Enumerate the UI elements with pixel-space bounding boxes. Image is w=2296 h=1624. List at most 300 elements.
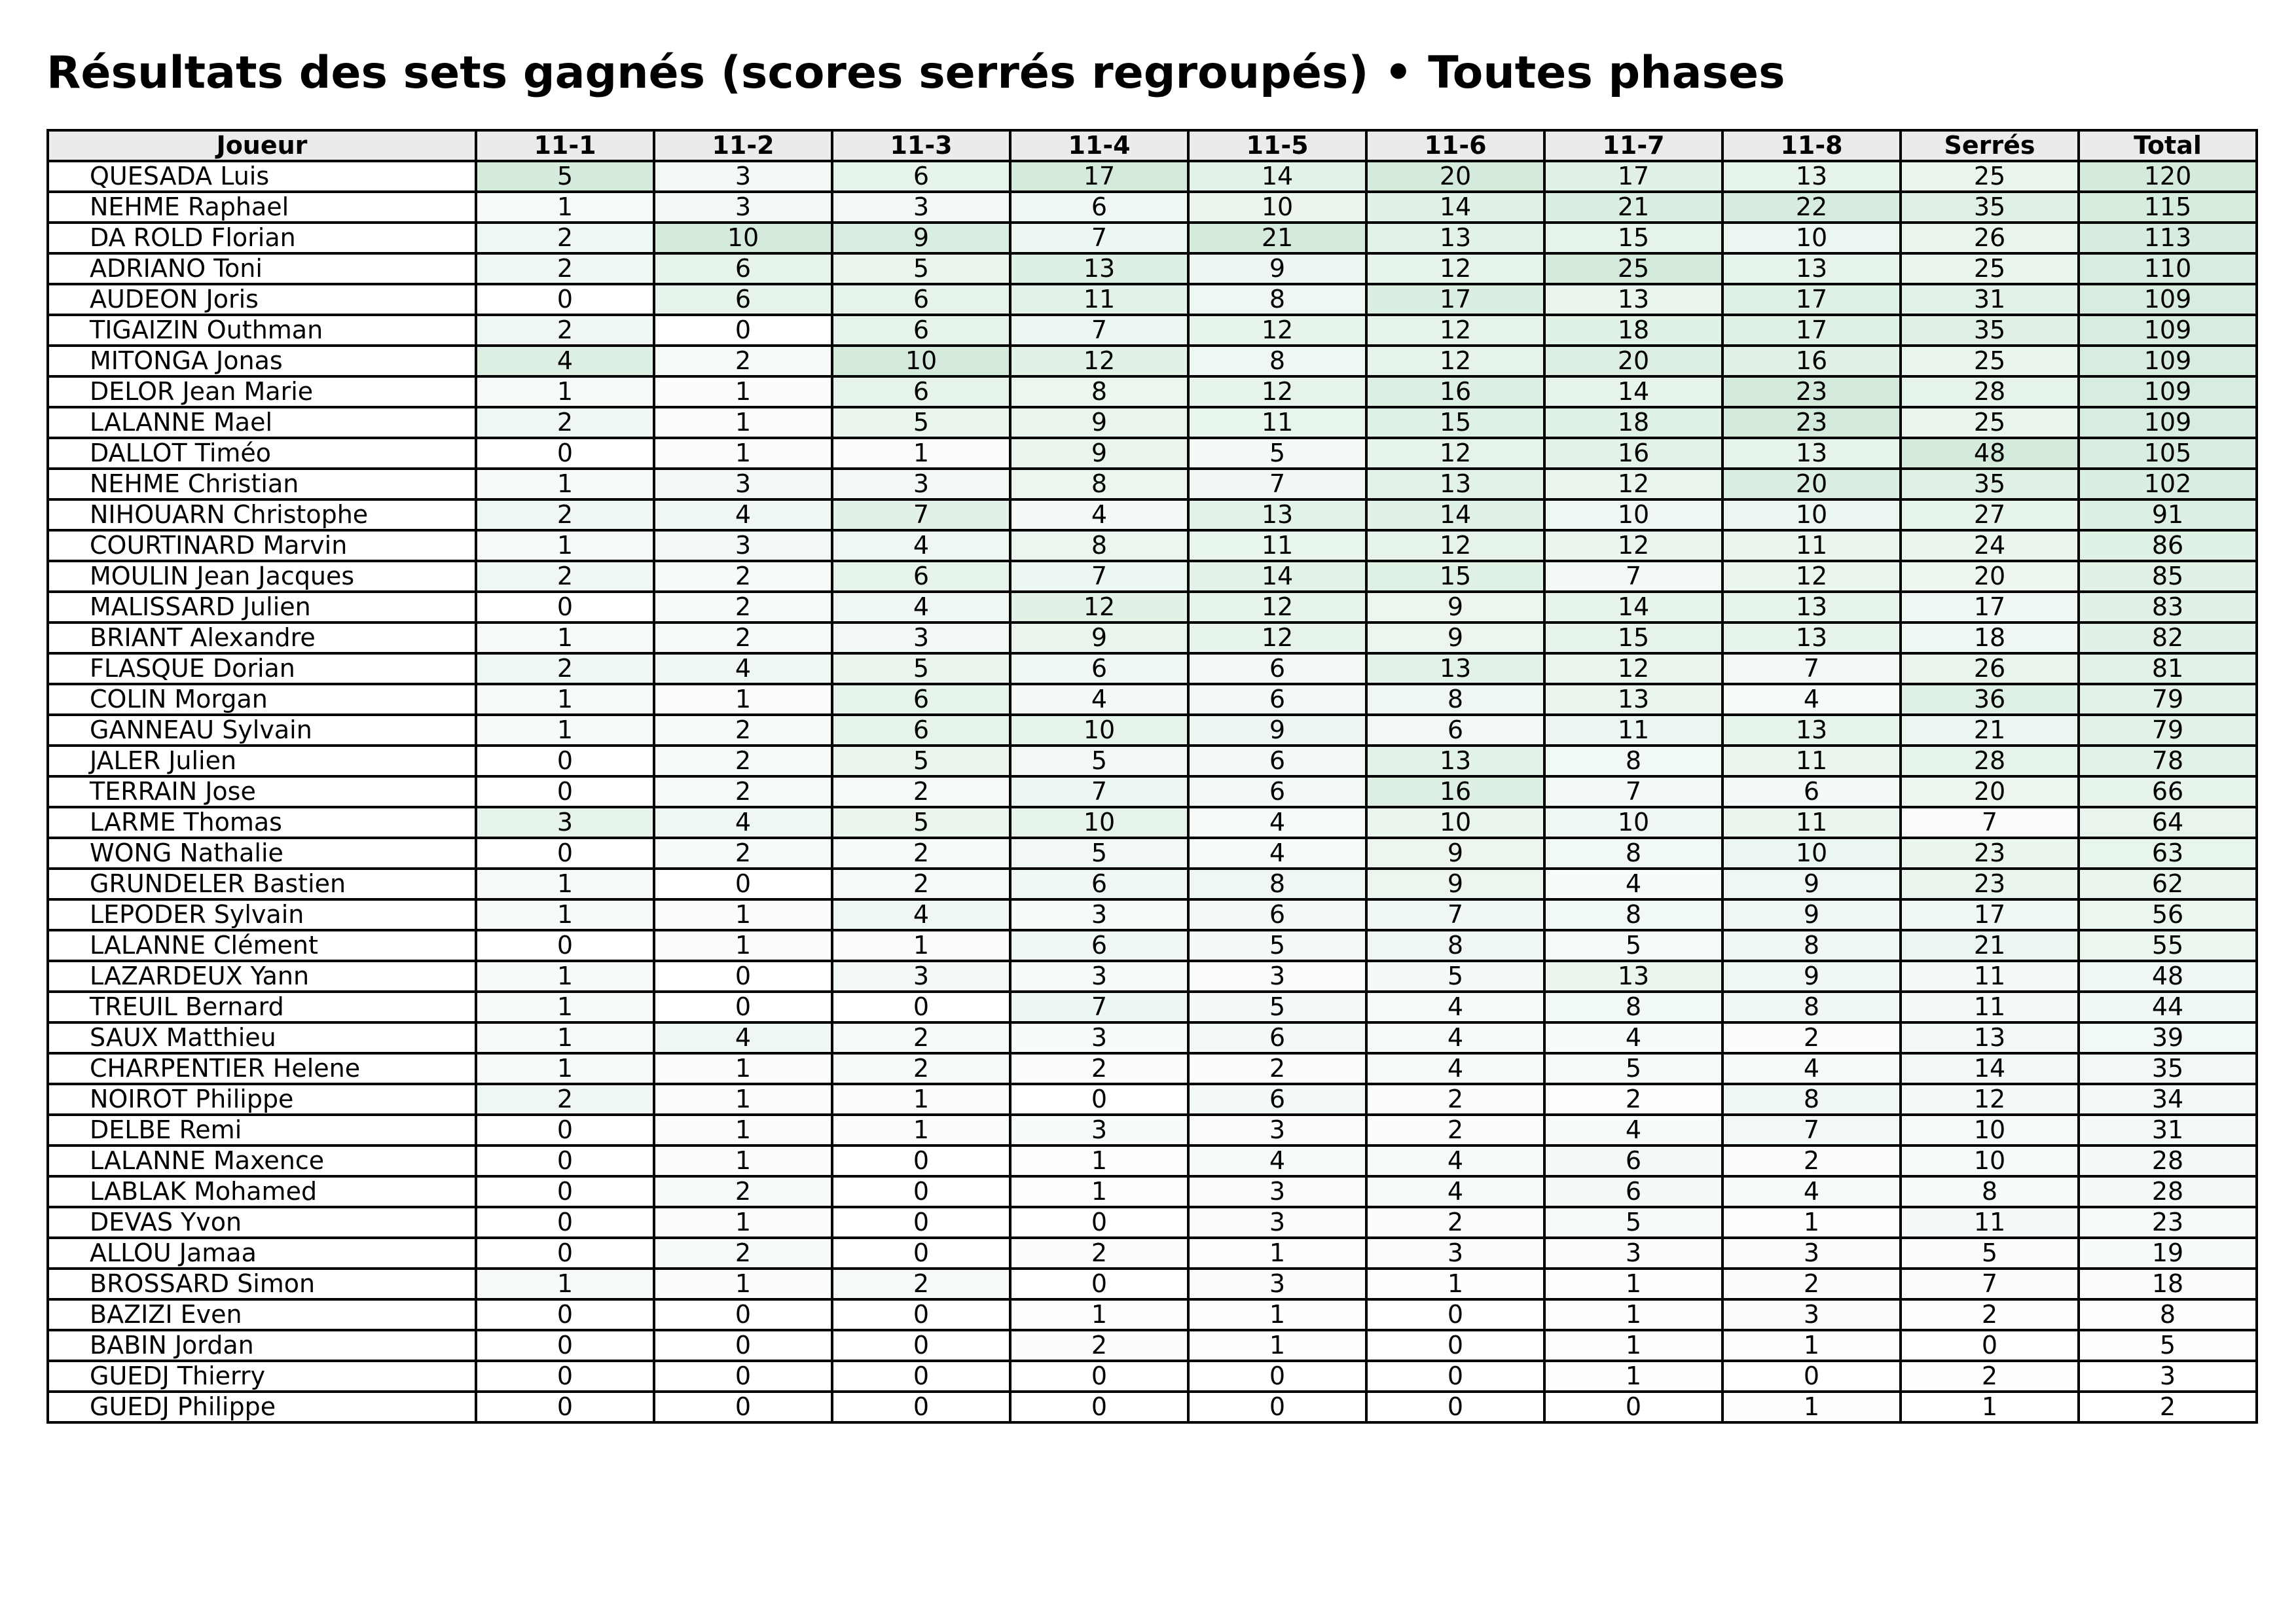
value-cell: 28 bbox=[2079, 1176, 2257, 1207]
value-cell: 34 bbox=[2079, 1084, 2257, 1115]
value-cell: 4 bbox=[1544, 1022, 1722, 1053]
value-cell: 2 bbox=[654, 1176, 832, 1207]
value-cell: 22 bbox=[1722, 192, 1901, 223]
value-cell: 4 bbox=[654, 499, 832, 530]
value-cell: 1 bbox=[654, 930, 832, 961]
value-cell: 19 bbox=[2079, 1238, 2257, 1269]
value-cell: 3 bbox=[1544, 1238, 1722, 1269]
table-row bbox=[48, 592, 2257, 623]
column-header-11-6: 11-6 bbox=[1366, 130, 1544, 161]
player-name-cell: LEPODER Sylvain bbox=[48, 899, 476, 930]
value-cell: 23 bbox=[1722, 407, 1901, 438]
value-cell: 0 bbox=[1722, 1361, 1901, 1392]
value-cell: 0 bbox=[476, 1238, 654, 1269]
player-name-cell: GUEDJ Philippe bbox=[48, 1392, 476, 1422]
value-cell: 3 bbox=[1010, 1115, 1188, 1146]
player-name-cell: LALANNE Mael bbox=[48, 407, 476, 438]
value-cell: 21 bbox=[1188, 223, 1366, 253]
value-cell: 17 bbox=[1010, 161, 1188, 192]
value-cell: 3 bbox=[832, 469, 1010, 499]
player-name-cell: WONG Nathalie bbox=[48, 838, 476, 869]
value-cell: 4 bbox=[476, 346, 654, 376]
value-cell: 2 bbox=[476, 1084, 654, 1115]
table-row bbox=[48, 961, 2257, 992]
value-cell: 11 bbox=[1722, 746, 1901, 776]
table-row bbox=[48, 746, 2257, 776]
table-body bbox=[48, 161, 2257, 1422]
value-cell: 6 bbox=[1544, 1146, 1722, 1176]
value-cell: 8 bbox=[1366, 930, 1544, 961]
value-cell: 120 bbox=[2079, 161, 2257, 192]
player-name-cell: NIHOUARN Christophe bbox=[48, 499, 476, 530]
value-cell: 10 bbox=[654, 223, 832, 253]
value-cell: 35 bbox=[1901, 192, 2079, 223]
value-cell: 5 bbox=[1366, 961, 1544, 992]
value-cell: 17 bbox=[1544, 161, 1722, 192]
value-cell: 12 bbox=[1188, 592, 1366, 623]
value-cell: 1 bbox=[476, 1053, 654, 1084]
player-name-cell: DELBE Remi bbox=[48, 1115, 476, 1146]
table-row bbox=[48, 1330, 2257, 1361]
value-cell: 23 bbox=[1901, 838, 2079, 869]
table-row bbox=[48, 315, 2257, 346]
value-cell: 1 bbox=[832, 1084, 1010, 1115]
value-cell: 9 bbox=[1722, 961, 1901, 992]
player-name-cell: BROSSARD Simon bbox=[48, 1269, 476, 1299]
value-cell: 1 bbox=[1544, 1330, 1722, 1361]
value-cell: 44 bbox=[2079, 992, 2257, 1022]
player-name-cell: JALER Julien bbox=[48, 746, 476, 776]
table-row bbox=[48, 1207, 2257, 1238]
value-cell: 13 bbox=[1722, 623, 1901, 653]
value-cell: 83 bbox=[2079, 592, 2257, 623]
value-cell: 0 bbox=[476, 1115, 654, 1146]
value-cell: 2 bbox=[832, 1022, 1010, 1053]
column-header-11-1: 11-1 bbox=[476, 130, 654, 161]
value-cell: 14 bbox=[1188, 161, 1366, 192]
player-name-cell: LABLAK Mohamed bbox=[48, 1176, 476, 1207]
value-cell: 109 bbox=[2079, 346, 2257, 376]
value-cell: 6 bbox=[832, 161, 1010, 192]
value-cell: 5 bbox=[1188, 438, 1366, 469]
value-cell: 5 bbox=[1544, 1207, 1722, 1238]
table-row bbox=[48, 499, 2257, 530]
value-cell: 6 bbox=[1188, 1084, 1366, 1115]
value-cell: 4 bbox=[1010, 684, 1188, 715]
value-cell: 4 bbox=[832, 592, 1010, 623]
value-cell: 3 bbox=[1010, 899, 1188, 930]
value-cell: 13 bbox=[1722, 253, 1901, 284]
value-cell: 12 bbox=[1188, 623, 1366, 653]
player-name-cell: FLASQUE Dorian bbox=[48, 653, 476, 684]
value-cell: 13 bbox=[1010, 253, 1188, 284]
value-cell: 16 bbox=[1366, 376, 1544, 407]
table-row bbox=[48, 1361, 2257, 1392]
value-cell: 0 bbox=[476, 1207, 654, 1238]
value-cell: 0 bbox=[832, 1392, 1010, 1422]
value-cell: 3 bbox=[1010, 1022, 1188, 1053]
value-cell: 1 bbox=[476, 376, 654, 407]
value-cell: 35 bbox=[2079, 1053, 2257, 1084]
value-cell: 20 bbox=[1901, 776, 2079, 807]
value-cell: 28 bbox=[1901, 746, 2079, 776]
value-cell: 0 bbox=[654, 992, 832, 1022]
value-cell: 48 bbox=[2079, 961, 2257, 992]
value-cell: 1 bbox=[654, 1115, 832, 1146]
value-cell: 10 bbox=[1901, 1115, 2079, 1146]
value-cell: 21 bbox=[1544, 192, 1722, 223]
value-cell: 7 bbox=[1722, 653, 1901, 684]
value-cell: 0 bbox=[476, 1361, 654, 1392]
value-cell: 4 bbox=[1366, 1053, 1544, 1084]
table-row bbox=[48, 530, 2257, 561]
value-cell: 6 bbox=[654, 253, 832, 284]
table-row bbox=[48, 223, 2257, 253]
value-cell: 3 bbox=[1366, 1238, 1544, 1269]
value-cell: 1 bbox=[654, 1207, 832, 1238]
value-cell: 79 bbox=[2079, 684, 2257, 715]
value-cell: 7 bbox=[1366, 899, 1544, 930]
value-cell: 2 bbox=[1901, 1299, 2079, 1330]
value-cell: 4 bbox=[1722, 684, 1901, 715]
value-cell: 13 bbox=[1722, 161, 1901, 192]
value-cell: 4 bbox=[654, 653, 832, 684]
value-cell: 82 bbox=[2079, 623, 2257, 653]
value-cell: 1 bbox=[654, 376, 832, 407]
value-cell: 13 bbox=[1722, 592, 1901, 623]
value-cell: 0 bbox=[1010, 1392, 1188, 1422]
value-cell: 13 bbox=[1366, 469, 1544, 499]
value-cell: 6 bbox=[1010, 653, 1188, 684]
value-cell: 3 bbox=[654, 192, 832, 223]
value-cell: 25 bbox=[1901, 346, 2079, 376]
value-cell: 1 bbox=[476, 869, 654, 899]
value-cell: 11 bbox=[1722, 530, 1901, 561]
value-cell: 4 bbox=[1722, 1053, 1901, 1084]
value-cell: 5 bbox=[832, 407, 1010, 438]
value-cell: 6 bbox=[832, 715, 1010, 746]
value-cell: 2 bbox=[476, 223, 654, 253]
value-cell: 6 bbox=[1366, 715, 1544, 746]
value-cell: 17 bbox=[1366, 284, 1544, 315]
value-cell: 35 bbox=[1901, 469, 2079, 499]
value-cell: 2 bbox=[832, 1053, 1010, 1084]
value-cell: 11 bbox=[1188, 407, 1366, 438]
value-cell: 8 bbox=[1544, 838, 1722, 869]
value-cell: 8 bbox=[2079, 1299, 2257, 1330]
column-header-player: Joueur bbox=[48, 130, 476, 161]
table-row bbox=[48, 807, 2257, 838]
value-cell: 1 bbox=[654, 899, 832, 930]
value-cell: 9 bbox=[1366, 623, 1544, 653]
player-name-cell: SAUX Matthieu bbox=[48, 1022, 476, 1053]
value-cell: 7 bbox=[1010, 992, 1188, 1022]
table-row bbox=[48, 838, 2257, 869]
player-name-cell: LALANNE Maxence bbox=[48, 1146, 476, 1176]
value-cell: 56 bbox=[2079, 899, 2257, 930]
value-cell: 1 bbox=[1901, 1392, 2079, 1422]
value-cell: 0 bbox=[1366, 1330, 1544, 1361]
value-cell: 0 bbox=[654, 961, 832, 992]
value-cell: 7 bbox=[1901, 1269, 2079, 1299]
value-cell: 7 bbox=[1010, 776, 1188, 807]
value-cell: 10 bbox=[1366, 807, 1544, 838]
value-cell: 109 bbox=[2079, 407, 2257, 438]
value-cell: 10 bbox=[1901, 1146, 2079, 1176]
value-cell: 9 bbox=[1366, 869, 1544, 899]
value-cell: 3 bbox=[832, 623, 1010, 653]
value-cell: 9 bbox=[1010, 623, 1188, 653]
value-cell: 6 bbox=[654, 284, 832, 315]
value-cell: 2 bbox=[1901, 1361, 2079, 1392]
value-cell: 25 bbox=[1901, 253, 2079, 284]
value-cell: 0 bbox=[476, 1392, 654, 1422]
value-cell: 2 bbox=[1722, 1022, 1901, 1053]
value-cell: 2 bbox=[1188, 1053, 1366, 1084]
player-name-cell: BABIN Jordan bbox=[48, 1330, 476, 1361]
value-cell: 3 bbox=[1188, 1115, 1366, 1146]
player-name-cell: ALLOU Jamaa bbox=[48, 1238, 476, 1269]
header-row bbox=[48, 130, 2257, 161]
value-cell: 1 bbox=[476, 961, 654, 992]
value-cell: 23 bbox=[2079, 1207, 2257, 1238]
value-cell: 6 bbox=[1010, 869, 1188, 899]
value-cell: 23 bbox=[1722, 376, 1901, 407]
value-cell: 2 bbox=[654, 838, 832, 869]
value-cell: 8 bbox=[1010, 376, 1188, 407]
value-cell: 16 bbox=[1544, 438, 1722, 469]
value-cell: 18 bbox=[1901, 623, 2079, 653]
value-cell: 4 bbox=[1722, 1176, 1901, 1207]
value-cell: 91 bbox=[2079, 499, 2257, 530]
value-cell: 0 bbox=[654, 1392, 832, 1422]
value-cell: 8 bbox=[1010, 469, 1188, 499]
value-cell: 15 bbox=[1366, 561, 1544, 592]
table-row bbox=[48, 1392, 2257, 1422]
value-cell: 13 bbox=[1722, 438, 1901, 469]
column-header-11-3: 11-3 bbox=[832, 130, 1010, 161]
page-title: Résultats des sets gagnés (scores serrés regroupés) • Toutes phases bbox=[46, 47, 1785, 99]
value-cell: 12 bbox=[1010, 346, 1188, 376]
value-cell: 5 bbox=[1010, 746, 1188, 776]
player-name-cell: NEHME Christian bbox=[48, 469, 476, 499]
table-row bbox=[48, 1022, 2257, 1053]
player-name-cell: GRUNDELER Bastien bbox=[48, 869, 476, 899]
value-cell: 6 bbox=[1188, 653, 1366, 684]
table-row bbox=[48, 776, 2257, 807]
value-cell: 0 bbox=[1544, 1392, 1722, 1422]
value-cell: 0 bbox=[654, 1361, 832, 1392]
value-cell: 26 bbox=[1901, 223, 2079, 253]
value-cell: 25 bbox=[1901, 407, 2079, 438]
value-cell: 6 bbox=[1188, 776, 1366, 807]
column-header-11-5: 11-5 bbox=[1188, 130, 1366, 161]
value-cell: 8 bbox=[1544, 992, 1722, 1022]
value-cell: 13 bbox=[1544, 284, 1722, 315]
table-row bbox=[48, 715, 2257, 746]
player-name-cell: LALANNE Clément bbox=[48, 930, 476, 961]
player-name-cell: TREUIL Bernard bbox=[48, 992, 476, 1022]
value-cell: 26 bbox=[1901, 653, 2079, 684]
value-cell: 2 bbox=[654, 592, 832, 623]
value-cell: 4 bbox=[1544, 869, 1722, 899]
value-cell: 10 bbox=[1188, 192, 1366, 223]
value-cell: 10 bbox=[1010, 715, 1188, 746]
value-cell: 109 bbox=[2079, 284, 2257, 315]
value-cell: 2 bbox=[832, 1269, 1010, 1299]
value-cell: 15 bbox=[1544, 223, 1722, 253]
value-cell: 1 bbox=[832, 1115, 1010, 1146]
value-cell: 3 bbox=[2079, 1361, 2257, 1392]
value-cell: 1 bbox=[654, 1084, 832, 1115]
player-name-cell: DEVAS Yvon bbox=[48, 1207, 476, 1238]
value-cell: 1 bbox=[654, 1053, 832, 1084]
value-cell: 31 bbox=[2079, 1115, 2257, 1146]
value-cell: 0 bbox=[832, 1238, 1010, 1269]
value-cell: 13 bbox=[1366, 223, 1544, 253]
value-cell: 1 bbox=[654, 1269, 832, 1299]
value-cell: 1 bbox=[476, 992, 654, 1022]
value-cell: 1 bbox=[1722, 1392, 1901, 1422]
value-cell: 3 bbox=[654, 530, 832, 561]
value-cell: 7 bbox=[1901, 807, 2079, 838]
value-cell: 4 bbox=[1366, 1146, 1544, 1176]
value-cell: 1 bbox=[476, 623, 654, 653]
value-cell: 6 bbox=[832, 284, 1010, 315]
player-name-cell: NOIROT Philippe bbox=[48, 1084, 476, 1115]
value-cell: 3 bbox=[1188, 1207, 1366, 1238]
value-cell: 39 bbox=[2079, 1022, 2257, 1053]
value-cell: 10 bbox=[1544, 499, 1722, 530]
column-header-11-4: 11-4 bbox=[1010, 130, 1188, 161]
value-cell: 0 bbox=[1366, 1299, 1544, 1330]
value-cell: 2 bbox=[654, 561, 832, 592]
value-cell: 2 bbox=[1010, 1053, 1188, 1084]
table-row bbox=[48, 161, 2257, 192]
value-cell: 10 bbox=[1722, 838, 1901, 869]
value-cell: 86 bbox=[2079, 530, 2257, 561]
value-cell: 0 bbox=[1010, 1207, 1188, 1238]
value-cell: 8 bbox=[1722, 930, 1901, 961]
value-cell: 2 bbox=[1544, 1084, 1722, 1115]
value-cell: 18 bbox=[2079, 1269, 2257, 1299]
value-cell: 1 bbox=[654, 684, 832, 715]
value-cell: 1 bbox=[1188, 1330, 1366, 1361]
value-cell: 14 bbox=[1366, 192, 1544, 223]
player-name-cell: LAZARDEUX Yann bbox=[48, 961, 476, 992]
value-cell: 3 bbox=[476, 807, 654, 838]
value-cell: 0 bbox=[1188, 1361, 1366, 1392]
value-cell: 9 bbox=[1188, 253, 1366, 284]
value-cell: 11 bbox=[1901, 961, 2079, 992]
value-cell: 2 bbox=[1722, 1269, 1901, 1299]
value-cell: 1 bbox=[476, 1269, 654, 1299]
value-cell: 2 bbox=[832, 776, 1010, 807]
value-cell: 1 bbox=[476, 715, 654, 746]
value-cell: 0 bbox=[476, 930, 654, 961]
value-cell: 4 bbox=[1010, 499, 1188, 530]
value-cell: 13 bbox=[1188, 499, 1366, 530]
value-cell: 12 bbox=[1366, 346, 1544, 376]
value-cell: 6 bbox=[1188, 1022, 1366, 1053]
value-cell: 8 bbox=[1901, 1176, 2079, 1207]
player-name-cell: DELOR Jean Marie bbox=[48, 376, 476, 407]
value-cell: 2 bbox=[1366, 1207, 1544, 1238]
value-cell: 0 bbox=[476, 438, 654, 469]
value-cell: 5 bbox=[1544, 1053, 1722, 1084]
value-cell: 27 bbox=[1901, 499, 2079, 530]
player-name-cell: BRIANT Alexandre bbox=[48, 623, 476, 653]
value-cell: 79 bbox=[2079, 715, 2257, 746]
value-cell: 2 bbox=[1366, 1084, 1544, 1115]
column-header-11-8: 11-8 bbox=[1722, 130, 1901, 161]
value-cell: 2 bbox=[654, 746, 832, 776]
value-cell: 8 bbox=[1544, 746, 1722, 776]
value-cell: 0 bbox=[832, 1299, 1010, 1330]
value-cell: 0 bbox=[1010, 1361, 1188, 1392]
table-row bbox=[48, 469, 2257, 499]
value-cell: 4 bbox=[1366, 992, 1544, 1022]
value-cell: 0 bbox=[476, 1299, 654, 1330]
value-cell: 4 bbox=[1366, 1022, 1544, 1053]
value-cell: 12 bbox=[1366, 315, 1544, 346]
table-row bbox=[48, 1084, 2257, 1115]
table-row bbox=[48, 1238, 2257, 1269]
value-cell: 0 bbox=[476, 746, 654, 776]
value-cell: 11 bbox=[1544, 715, 1722, 746]
value-cell: 5 bbox=[476, 161, 654, 192]
value-cell: 6 bbox=[1010, 930, 1188, 961]
value-cell: 24 bbox=[1901, 530, 2079, 561]
value-cell: 12 bbox=[1544, 530, 1722, 561]
value-cell: 28 bbox=[2079, 1146, 2257, 1176]
value-cell: 2 bbox=[1010, 1238, 1188, 1269]
value-cell: 10 bbox=[832, 346, 1010, 376]
value-cell: 102 bbox=[2079, 469, 2257, 499]
table-row bbox=[48, 376, 2257, 407]
value-cell: 14 bbox=[1901, 1053, 2079, 1084]
value-cell: 17 bbox=[1901, 899, 2079, 930]
value-cell: 6 bbox=[1188, 746, 1366, 776]
results-table bbox=[46, 129, 2258, 1424]
value-cell: 10 bbox=[1722, 499, 1901, 530]
value-cell: 0 bbox=[476, 1330, 654, 1361]
value-cell: 0 bbox=[476, 1176, 654, 1207]
value-cell: 35 bbox=[1901, 315, 2079, 346]
value-cell: 7 bbox=[1010, 561, 1188, 592]
value-cell: 2 bbox=[832, 838, 1010, 869]
table-row bbox=[48, 1269, 2257, 1299]
value-cell: 13 bbox=[1366, 746, 1544, 776]
value-cell: 20 bbox=[1901, 561, 2079, 592]
value-cell: 1 bbox=[1188, 1238, 1366, 1269]
value-cell: 11 bbox=[1188, 530, 1366, 561]
value-cell: 6 bbox=[832, 561, 1010, 592]
table-row bbox=[48, 346, 2257, 376]
player-name-cell: TERRAIN Jose bbox=[48, 776, 476, 807]
value-cell: 81 bbox=[2079, 653, 2257, 684]
table-row bbox=[48, 899, 2257, 930]
value-cell: 0 bbox=[832, 1207, 1010, 1238]
value-cell: 4 bbox=[1188, 838, 1366, 869]
value-cell: 14 bbox=[1544, 376, 1722, 407]
value-cell: 3 bbox=[1188, 961, 1366, 992]
player-name-cell: MOULIN Jean Jacques bbox=[48, 561, 476, 592]
value-cell: 7 bbox=[1010, 223, 1188, 253]
value-cell: 6 bbox=[832, 315, 1010, 346]
value-cell: 18 bbox=[1544, 315, 1722, 346]
value-cell: 0 bbox=[476, 838, 654, 869]
